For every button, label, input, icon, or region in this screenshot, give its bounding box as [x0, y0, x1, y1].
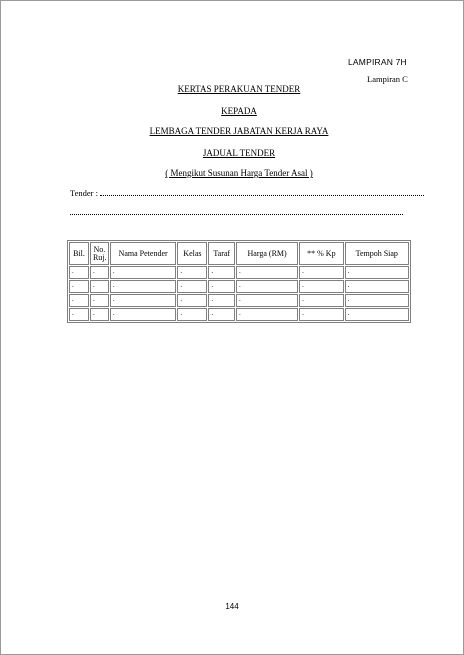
tender-label: Tender :	[70, 188, 98, 198]
table-cell: .	[69, 294, 89, 307]
table-cell: .	[177, 294, 207, 307]
lampiran-main-label: LAMPIRAN 7H	[348, 57, 407, 67]
table-cell: .	[110, 308, 177, 321]
table-cell: .	[110, 294, 177, 307]
header-no-ruj: No. Ruj.	[90, 242, 109, 265]
table-cell: .	[299, 266, 343, 279]
table-cell: .	[345, 294, 409, 307]
table-cell: .	[299, 308, 343, 321]
lampiran-sub-label: Lampiran C	[367, 74, 408, 84]
table-cell: .	[208, 280, 235, 293]
table-cell: .	[299, 280, 343, 293]
table-cell: .	[208, 308, 235, 321]
table-cell: .	[177, 308, 207, 321]
tender-field	[70, 187, 424, 198]
header-kelas: Kelas	[177, 242, 207, 265]
header-taraf: Taraf	[208, 242, 235, 265]
tender-schedule-table	[67, 240, 411, 323]
tender-dotted-line-2	[70, 206, 403, 215]
header-bil: Bil.	[69, 242, 89, 265]
table-cell: .	[177, 266, 207, 279]
table-cell: .	[177, 280, 207, 293]
tender-dotted-line	[100, 187, 424, 196]
table-row	[69, 308, 409, 321]
table-cell: .	[90, 294, 109, 307]
header-percent-kp: ** % Kp	[299, 242, 343, 265]
table-cell: .	[236, 308, 298, 321]
title-susunan-harga: ( Mengikut Susunan Harga Tender Asal )	[165, 168, 313, 178]
table-cell: .	[208, 294, 235, 307]
title-kertas-perakuan: KERTAS PERAKUAN TENDER	[177, 84, 301, 94]
table-cell: .	[236, 294, 298, 307]
table-cell: .	[90, 308, 109, 321]
table-cell: .	[90, 266, 109, 279]
table-cell: .	[69, 280, 89, 293]
title-lembaga-tender: LEMBAGA TENDER JABATAN KERJA RAYA	[149, 126, 329, 136]
table-cell: .	[69, 266, 89, 279]
title-kepada: KEPADA	[221, 106, 257, 116]
table-cell: .	[299, 294, 343, 307]
table-cell: .	[208, 266, 235, 279]
page-number: 144	[225, 602, 239, 611]
table-cell: .	[236, 266, 298, 279]
table-cell: .	[90, 280, 109, 293]
table-cell: .	[110, 266, 177, 279]
table-cell: .	[69, 308, 89, 321]
table-cell: .	[110, 280, 177, 293]
table-cell: .	[345, 308, 409, 321]
table-row	[69, 294, 409, 307]
title-jadual-tender: JADUAL TENDER	[202, 148, 276, 158]
header-tempoh-siap: Tempoh Siap	[345, 242, 409, 265]
table-row	[69, 280, 409, 293]
header-nama-petender: Nama Petender	[110, 242, 177, 265]
table-cell: .	[345, 266, 409, 279]
table-header-row	[69, 242, 409, 265]
header-harga: Harga (RM)	[236, 242, 298, 265]
table-cell: .	[345, 280, 409, 293]
table-row	[69, 266, 409, 279]
table-cell: .	[236, 280, 298, 293]
